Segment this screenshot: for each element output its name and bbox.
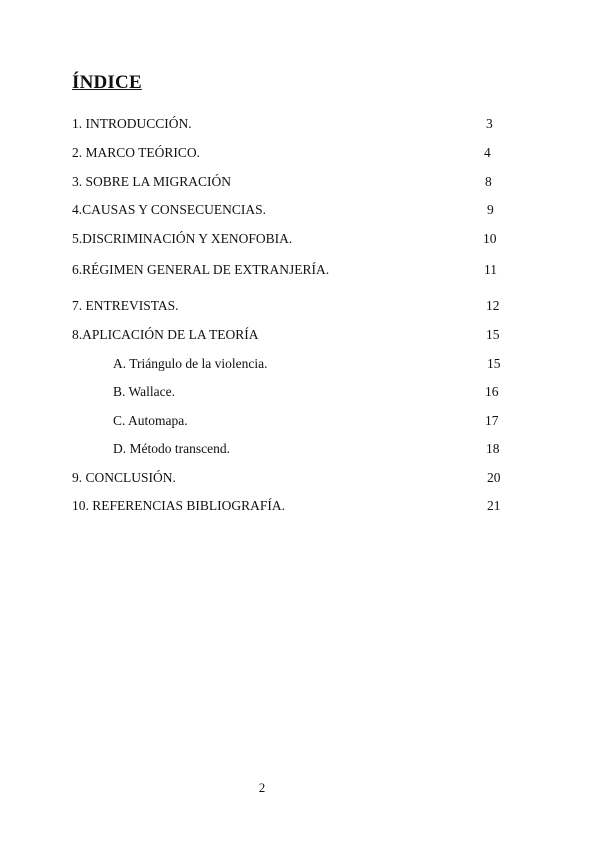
toc-subentry [0, 411, 600, 431]
toc-entry-page: 20 [487, 470, 501, 485]
toc-entry-page: 3 [486, 116, 493, 131]
toc-entry [0, 260, 600, 280]
toc-subentry [0, 354, 600, 374]
toc-entry-label: 3. SOBRE LA MIGRACIÓN [72, 174, 232, 189]
toc-entry-label: 7. ENTREVISTAS. [72, 298, 179, 313]
toc-entry [0, 229, 600, 249]
toc-entry [0, 496, 600, 516]
toc-entry-page: 9 [487, 202, 494, 217]
toc-subentry-page: 15 [487, 356, 501, 371]
toc-entry [0, 200, 600, 220]
toc-entry [0, 172, 600, 192]
toc-entry-page: 10 [483, 231, 497, 246]
toc-entry-label: 2. MARCO TEÓRICO. [72, 145, 201, 160]
toc-subentry-page: 17 [485, 413, 499, 428]
toc-entry-page: 8 [485, 174, 492, 189]
toc-entry-page: 21 [487, 498, 501, 513]
page-number: 2 [258, 780, 266, 795]
toc-entry [0, 296, 600, 316]
toc-subentry-label: B. Wallace. [113, 384, 176, 399]
toc-entry [0, 468, 600, 488]
toc-subentry-label: A. Triángulo de la violencia. [113, 356, 268, 371]
toc-subentry [0, 439, 600, 459]
toc-entry [0, 325, 600, 345]
toc-entry-label: 8.APLICACIÓN DE LA TEORÍA [72, 327, 259, 342]
toc-subentry-label: D. Método transcend. [113, 441, 230, 456]
toc-entry-label: 6.RÉGIMEN GENERAL DE EXTRANJERÍA. [72, 262, 330, 277]
toc-entry-label: 5.DISCRIMINACIÓN Y XENOFOBIA. [72, 231, 293, 246]
toc-subentry [0, 382, 600, 402]
toc-entry-page: 11 [484, 262, 497, 277]
page-title: ÍNDICE [72, 72, 142, 93]
toc-entry-page: 15 [486, 327, 500, 342]
toc-entry-label: 9. CONCLUSIÓN. [72, 470, 176, 485]
toc-entry-label: 10. REFERENCIAS BIBLIOGRAFÍA. [72, 498, 286, 513]
toc-entry [0, 143, 600, 163]
toc-entry-page: 4 [484, 145, 491, 160]
toc-entry-label: 1. INTRODUCCIÓN. [72, 116, 192, 131]
toc-subentry-page: 16 [485, 384, 499, 399]
toc-entry [0, 114, 600, 134]
toc-subentry-label: C. Automapa. [113, 413, 188, 428]
toc-entry-page: 12 [486, 298, 500, 313]
toc-subentry-page: 18 [486, 441, 500, 456]
toc-entry-label: 4.CAUSAS Y CONSECUENCIAS. [72, 202, 267, 217]
